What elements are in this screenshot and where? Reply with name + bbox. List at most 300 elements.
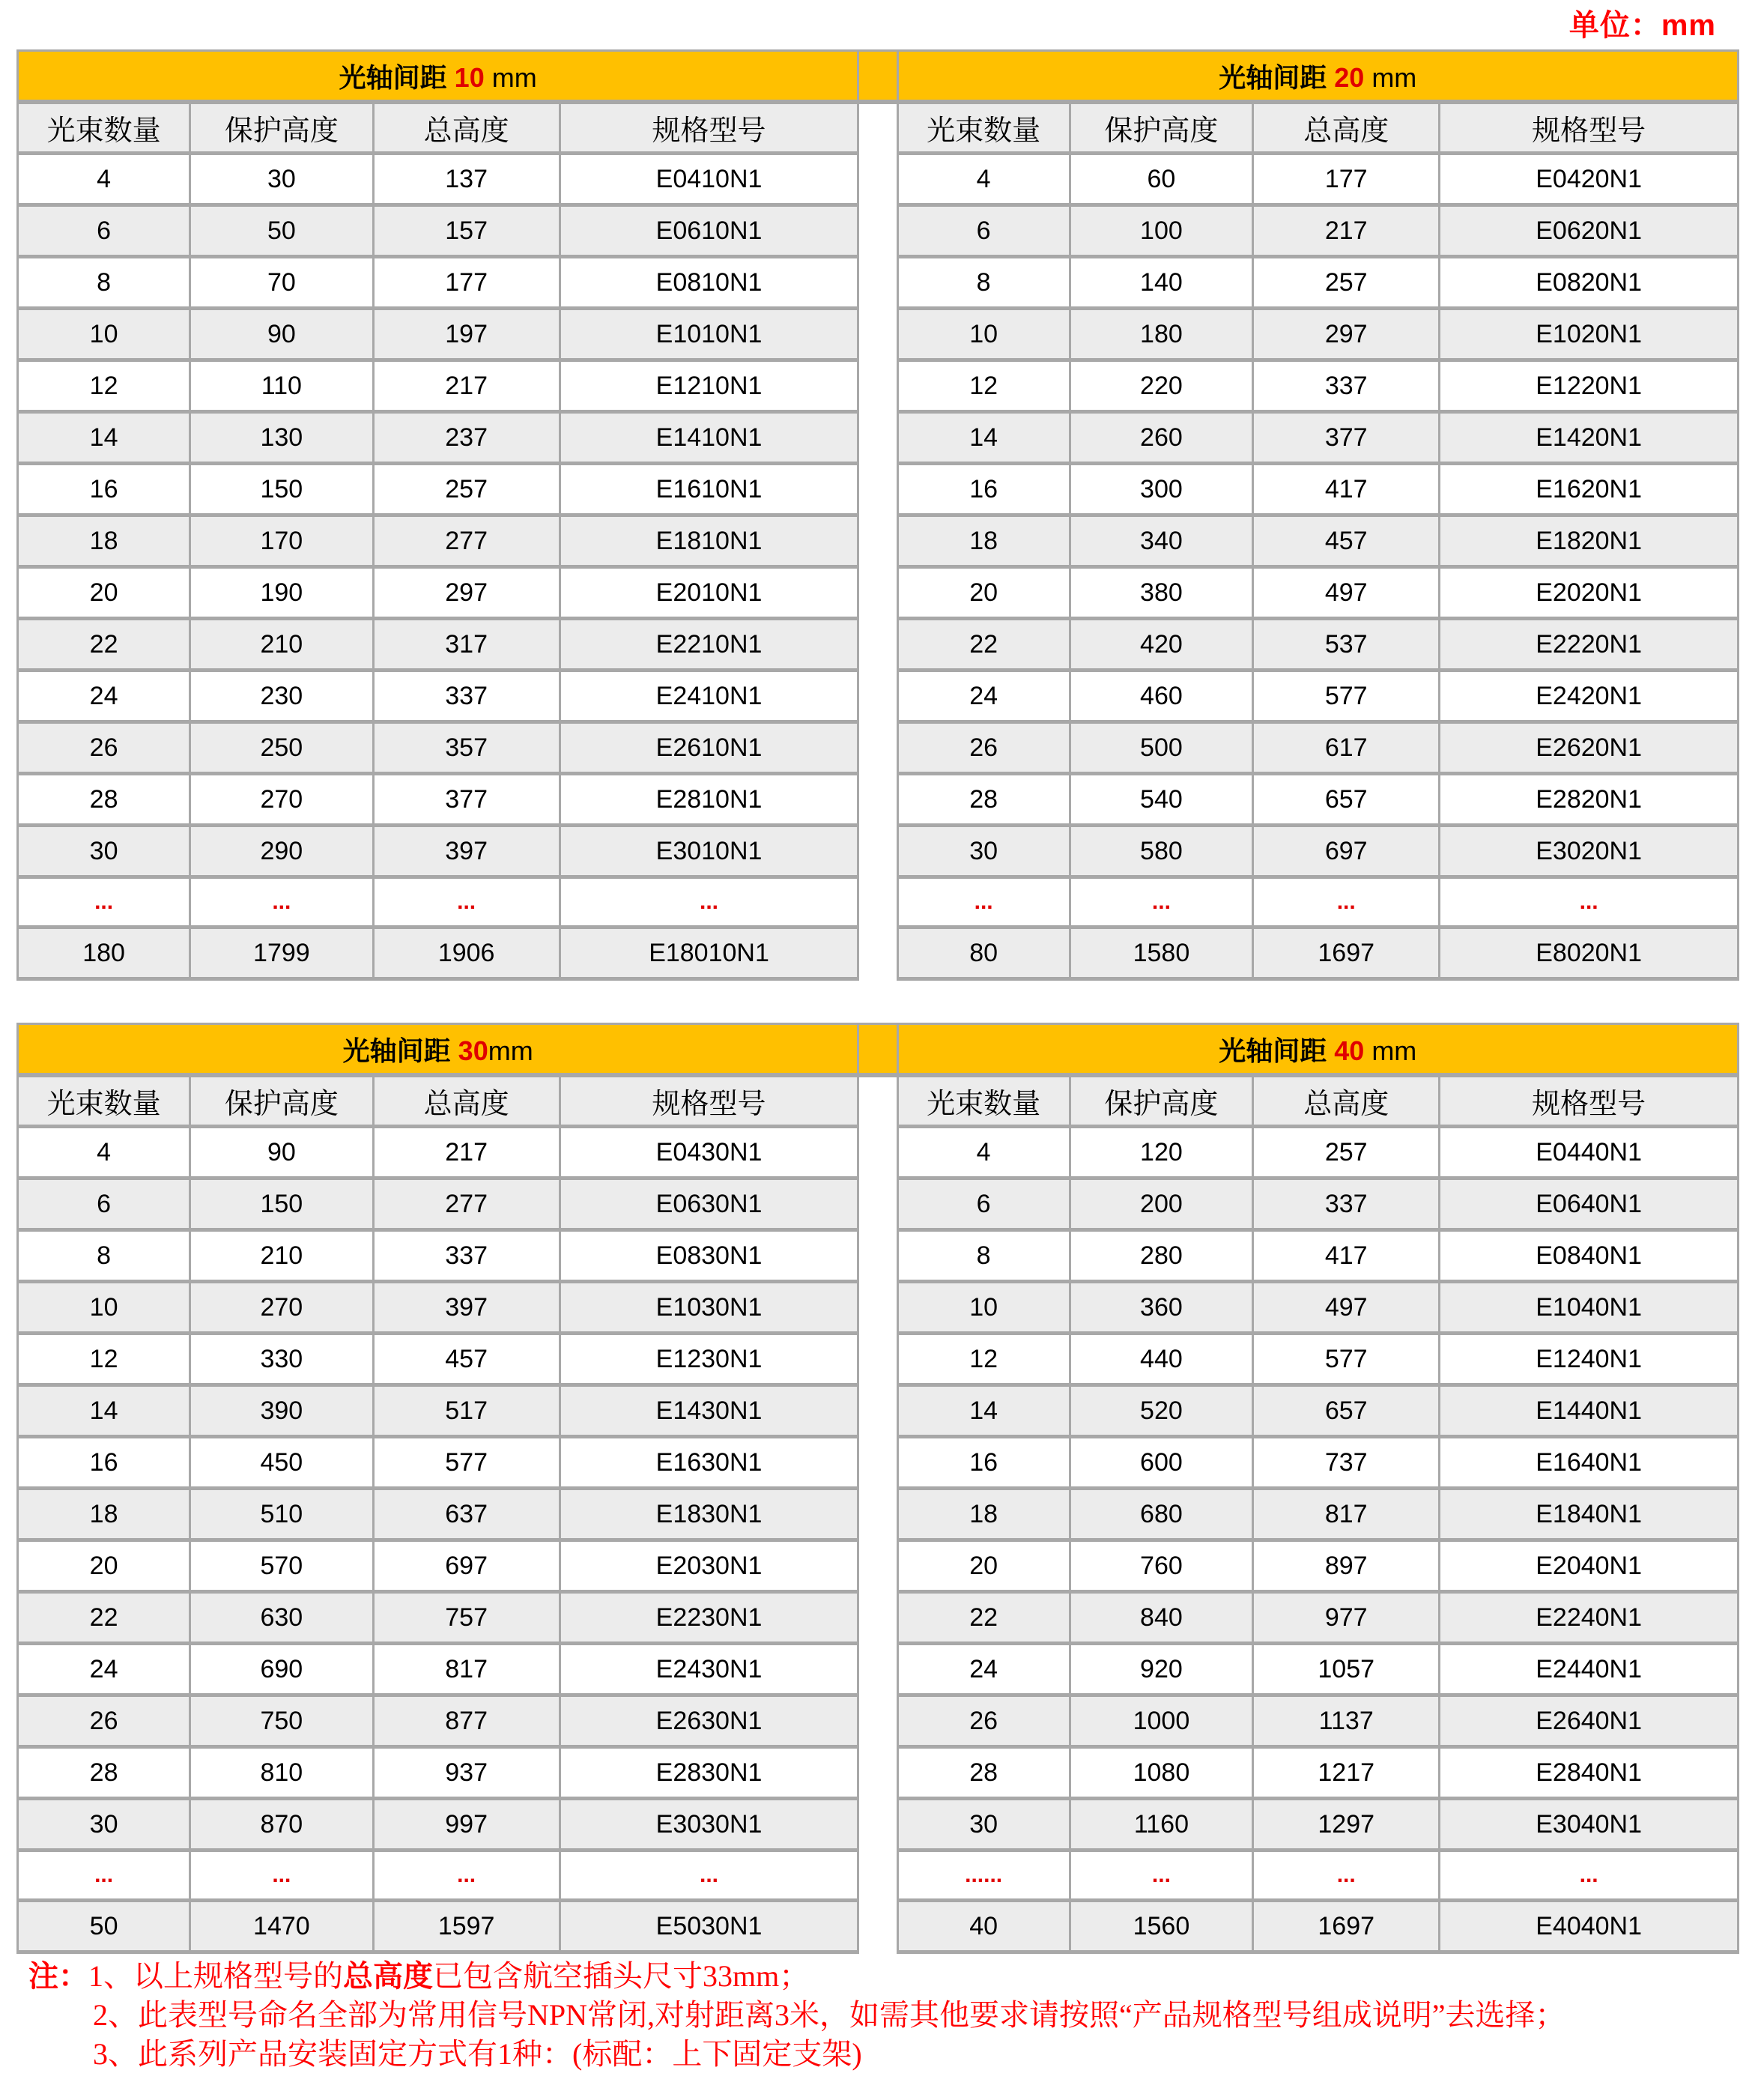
- table-cell: E18010N1: [560, 928, 858, 979]
- table-cell: 28: [897, 774, 1070, 826]
- ellipsis-cell: ...: [1440, 877, 1739, 928]
- table-cell: 377: [373, 774, 560, 826]
- table-cell: 397: [373, 1282, 560, 1334]
- table-row: [18, 515, 1739, 567]
- table-cell: 12: [897, 360, 1070, 412]
- title-spacing-value: 30: [450, 1035, 488, 1066]
- notes-prefix: 注：: [28, 1959, 88, 1993]
- table-cell: 440: [1070, 1334, 1252, 1385]
- table-cell: 24: [18, 671, 190, 722]
- gap-cell: [858, 1851, 897, 1901]
- table-cell: 16: [897, 1437, 1070, 1489]
- table-cell: 12: [18, 1334, 190, 1385]
- table-cell: 130: [190, 412, 373, 464]
- table-cell: 1217: [1253, 1747, 1440, 1799]
- table-cell: 1057: [1253, 1644, 1440, 1695]
- table-cell: E0630N1: [560, 1178, 858, 1230]
- table-cell: 380: [1070, 567, 1252, 619]
- column-header: 总高度: [1253, 102, 1440, 154]
- table-cell: 90: [190, 309, 373, 360]
- table-cell: 26: [897, 722, 1070, 774]
- ellipsis-row: [18, 1851, 1739, 1901]
- table-cell: E0820N1: [1440, 257, 1739, 309]
- table-row: [18, 1282, 1739, 1334]
- table-cell: 170: [190, 515, 373, 567]
- column-header: 规格型号: [560, 1075, 858, 1127]
- table-cell: 540: [1070, 774, 1252, 826]
- gap-cell: [858, 102, 897, 154]
- table-cell: 250: [190, 722, 373, 774]
- table-cell: 14: [18, 1385, 190, 1437]
- table-cell: 1470: [190, 1901, 373, 1952]
- table-cell: 397: [373, 826, 560, 877]
- table-cell: 877: [373, 1695, 560, 1747]
- table-row-last: [18, 928, 1739, 979]
- table-cell: 817: [373, 1644, 560, 1695]
- table-cell: 4: [18, 154, 190, 205]
- table-cell: 337: [1253, 360, 1440, 412]
- table-cell: 580: [1070, 826, 1252, 877]
- gap-cell: [858, 309, 897, 360]
- table-title-row: [18, 51, 1739, 103]
- table-cell: 577: [1253, 671, 1440, 722]
- table-cell: 1697: [1253, 1901, 1440, 1952]
- table-cell: 497: [1253, 567, 1440, 619]
- table-cell: 50: [18, 1901, 190, 1952]
- table-cell: E3040N1: [1440, 1799, 1739, 1851]
- table-cell: E1820N1: [1440, 515, 1739, 567]
- table-cell: 1597: [373, 1901, 560, 1952]
- table-cell: E2810N1: [560, 774, 858, 826]
- ellipsis-cell: ...: [18, 1851, 190, 1901]
- gap-cell: [858, 257, 897, 309]
- table-cell: E1010N1: [560, 309, 858, 360]
- table-cell: 277: [373, 515, 560, 567]
- table-cell: E0810N1: [560, 257, 858, 309]
- gap-cell: [858, 567, 897, 619]
- table-row: [18, 619, 1739, 671]
- table-cell: 8: [18, 257, 190, 309]
- table-cell: 24: [18, 1644, 190, 1695]
- table-cell: 6: [18, 205, 190, 257]
- table-cell: E2820N1: [1440, 774, 1739, 826]
- table-cell: 157: [373, 205, 560, 257]
- table-cell: 317: [373, 619, 560, 671]
- table-row: [18, 567, 1739, 619]
- table-cell: 297: [373, 567, 560, 619]
- gap-cell: [858, 774, 897, 826]
- table-cell: 260: [1070, 412, 1252, 464]
- table-title: [18, 51, 858, 103]
- table-cell: 22: [18, 1592, 190, 1644]
- table-cell: E0610N1: [560, 205, 858, 257]
- table-cell: 190: [190, 567, 373, 619]
- gap-cell: [858, 928, 897, 979]
- table-cell: E3010N1: [560, 826, 858, 877]
- table-cell: E0430N1: [560, 1127, 858, 1178]
- table-cell: 810: [190, 1747, 373, 1799]
- table-cell: 1697: [1253, 928, 1440, 979]
- table-row: [18, 257, 1739, 309]
- table-cell: E1210N1: [560, 360, 858, 412]
- table-cell: 150: [190, 1178, 373, 1230]
- table-cell: 1560: [1070, 1901, 1252, 1952]
- table-cell: E1410N1: [560, 412, 858, 464]
- table-cell: 10: [897, 309, 1070, 360]
- table-cell: 657: [1253, 774, 1440, 826]
- table-cell: 760: [1070, 1540, 1252, 1592]
- table-cell: E1220N1: [1440, 360, 1739, 412]
- table-cell: E2240N1: [1440, 1592, 1739, 1644]
- table-cell: 26: [897, 1695, 1070, 1747]
- table-cell: E0620N1: [1440, 205, 1739, 257]
- table-cell: 297: [1253, 309, 1440, 360]
- table-cell: 177: [1253, 154, 1440, 205]
- table-cell: 337: [373, 671, 560, 722]
- table-cell: 230: [190, 671, 373, 722]
- table-cell: 537: [1253, 619, 1440, 671]
- spec-table-block-bottom: [16, 1023, 1739, 1954]
- table-cell: 16: [18, 464, 190, 515]
- table-cell: E1830N1: [560, 1489, 858, 1540]
- gap-cell: [858, 722, 897, 774]
- table-cell: 30: [190, 154, 373, 205]
- title-spacing-value: 20: [1327, 61, 1365, 93]
- ellipsis-cell: ...: [560, 877, 858, 928]
- column-header: 规格型号: [560, 102, 858, 154]
- table-title: [18, 1024, 858, 1076]
- title-unit: mm: [1364, 1035, 1417, 1066]
- column-header: 规格型号: [1440, 1075, 1739, 1127]
- table-title: [897, 1024, 1738, 1076]
- table-cell: 217: [1253, 205, 1440, 257]
- gap-cell: [858, 671, 897, 722]
- gap-cell: [858, 1799, 897, 1851]
- table-cell: E8020N1: [1440, 928, 1739, 979]
- table-row: [18, 412, 1739, 464]
- table-cell: 28: [18, 1747, 190, 1799]
- gap-cell: [858, 1282, 897, 1334]
- table-cell: 617: [1253, 722, 1440, 774]
- table-cell: 4: [897, 1127, 1070, 1178]
- table-cell: E2830N1: [560, 1747, 858, 1799]
- title-prefix: 光轴间距: [1219, 1035, 1327, 1066]
- table-cell: 8: [897, 1230, 1070, 1282]
- table-cell: 180: [1070, 309, 1252, 360]
- table-cell: E1610N1: [560, 464, 858, 515]
- table-cell: 510: [190, 1489, 373, 1540]
- table-cell: 277: [373, 1178, 560, 1230]
- table-row: [18, 1437, 1739, 1489]
- table-cell: 577: [1253, 1334, 1440, 1385]
- table-cell: E2420N1: [1440, 671, 1739, 722]
- table-cell: E0840N1: [1440, 1230, 1739, 1282]
- gap-cell: [858, 464, 897, 515]
- table-cell: E1640N1: [1440, 1437, 1739, 1489]
- table-cell: E2230N1: [560, 1592, 858, 1644]
- column-header: 总高度: [373, 1075, 560, 1127]
- table-cell: 690: [190, 1644, 373, 1695]
- table-cell: 30: [18, 826, 190, 877]
- table-cell: E2020N1: [1440, 567, 1739, 619]
- table-cell: 517: [373, 1385, 560, 1437]
- table-cell: E1620N1: [1440, 464, 1739, 515]
- table-cell: 577: [373, 1437, 560, 1489]
- column-header: 光束数量: [897, 1075, 1070, 1127]
- table-cell: 417: [1253, 1230, 1440, 1282]
- table-cell: 457: [373, 1334, 560, 1385]
- table-cell: 1080: [1070, 1747, 1252, 1799]
- title-prefix: 光轴间距: [1219, 61, 1327, 93]
- note-1-text-a: 1、以上规格型号的: [88, 1959, 343, 1993]
- table-row: [18, 464, 1739, 515]
- table-cell: 817: [1253, 1489, 1440, 1540]
- table-cell: 50: [190, 205, 373, 257]
- gap-cell: [858, 154, 897, 205]
- table-cell: 750: [190, 1695, 373, 1747]
- table-cell: 20: [897, 1540, 1070, 1592]
- table-cell: 197: [373, 309, 560, 360]
- table-cell: 24: [897, 1644, 1070, 1695]
- table-cell: E0420N1: [1440, 154, 1739, 205]
- table-cell: E2030N1: [560, 1540, 858, 1592]
- gap-cell: [858, 412, 897, 464]
- table-cell: 18: [897, 1489, 1070, 1540]
- table-cell: E1240N1: [1440, 1334, 1739, 1385]
- table-cell: 16: [897, 464, 1070, 515]
- table-cell: E2220N1: [1440, 619, 1739, 671]
- table-row-last: [18, 1901, 1739, 1952]
- table-cell: 16: [18, 1437, 190, 1489]
- table-cell: 220: [1070, 360, 1252, 412]
- ellipsis-cell: ...: [1070, 877, 1252, 928]
- column-header-row: [18, 1075, 1739, 1127]
- column-header: 保护高度: [1070, 102, 1252, 154]
- table-cell: 337: [373, 1230, 560, 1282]
- table-cell: 977: [1253, 1592, 1440, 1644]
- gap-cell: [858, 1489, 897, 1540]
- table-cell: 1137: [1253, 1695, 1440, 1747]
- gap-cell: [858, 1437, 897, 1489]
- table-cell: 10: [18, 1282, 190, 1334]
- table-cell: 24: [897, 671, 1070, 722]
- table-cell: 180: [18, 928, 190, 979]
- title-spacing-value: 10: [446, 61, 485, 93]
- table-row: [18, 1592, 1739, 1644]
- table-cell: 120: [1070, 1127, 1252, 1178]
- table-cell: E0640N1: [1440, 1178, 1739, 1230]
- ellipsis-cell: ...: [560, 1851, 858, 1901]
- table-cell: E2840N1: [1440, 1747, 1739, 1799]
- table-cell: E2640N1: [1440, 1695, 1739, 1747]
- table-cell: 1297: [1253, 1799, 1440, 1851]
- gap-cell: [858, 1901, 897, 1952]
- table-cell: 137: [373, 154, 560, 205]
- table-cell: 20: [18, 1540, 190, 1592]
- gap-cell: [858, 1644, 897, 1695]
- table-cell: 270: [190, 1282, 373, 1334]
- table-cell: 10: [18, 309, 190, 360]
- table-cell: 737: [1253, 1437, 1440, 1489]
- table-cell: 12: [18, 360, 190, 412]
- table-cell: 657: [1253, 1385, 1440, 1437]
- table-cell: 4: [897, 154, 1070, 205]
- table-cell: 6: [897, 205, 1070, 257]
- gap-cell: [858, 619, 897, 671]
- table-cell: 26: [18, 722, 190, 774]
- table-cell: 460: [1070, 671, 1252, 722]
- table-row: [18, 1178, 1739, 1230]
- table-cell: 600: [1070, 1437, 1252, 1489]
- table-cell: 26: [18, 1695, 190, 1747]
- table-cell: E0440N1: [1440, 1127, 1739, 1178]
- table-cell: 12: [897, 1334, 1070, 1385]
- table-cell: 140: [1070, 257, 1252, 309]
- table-row: [18, 309, 1739, 360]
- ellipsis-cell: ...: [373, 877, 560, 928]
- column-header: 规格型号: [1440, 102, 1739, 154]
- notes: [28, 1957, 1744, 2074]
- table-cell: 60: [1070, 154, 1252, 205]
- table-cell: 757: [373, 1592, 560, 1644]
- table-cell: 20: [897, 567, 1070, 619]
- gap-cell: [858, 1747, 897, 1799]
- table-cell: 637: [373, 1489, 560, 1540]
- table-cell: E1840N1: [1440, 1489, 1739, 1540]
- table-row: [18, 1127, 1739, 1178]
- table-row: [18, 774, 1739, 826]
- ellipsis-cell: ...: [897, 877, 1070, 928]
- table-cell: 500: [1070, 722, 1252, 774]
- gap-cell: [858, 205, 897, 257]
- table-cell: E2610N1: [560, 722, 858, 774]
- table-row: [18, 1540, 1739, 1592]
- table-cell: 28: [897, 1747, 1070, 1799]
- table-row: [18, 671, 1739, 722]
- table-cell: E3020N1: [1440, 826, 1739, 877]
- table-cell: 30: [897, 1799, 1070, 1851]
- ellipsis-cell: ......: [897, 1851, 1070, 1901]
- table-cell: 1160: [1070, 1799, 1252, 1851]
- table-cell: 20: [18, 567, 190, 619]
- table-cell: 937: [373, 1747, 560, 1799]
- column-header: 光束数量: [897, 102, 1070, 154]
- table-cell: E1430N1: [560, 1385, 858, 1437]
- title-unit: mm: [484, 61, 537, 93]
- table-cell: 14: [897, 412, 1070, 464]
- table-cell: 30: [897, 826, 1070, 877]
- gap-cell: [858, 1127, 897, 1178]
- gap-cell: [858, 1385, 897, 1437]
- table-cell: E2040N1: [1440, 1540, 1739, 1592]
- table-row: [18, 1747, 1739, 1799]
- table-cell: 217: [373, 360, 560, 412]
- table-cell: 30: [18, 1799, 190, 1851]
- table-cell: E1810N1: [560, 515, 858, 567]
- table-cell: E2010N1: [560, 567, 858, 619]
- title-prefix: 光轴间距: [339, 61, 447, 93]
- table-cell: 210: [190, 1230, 373, 1282]
- table-cell: 280: [1070, 1230, 1252, 1282]
- table-row: [18, 1644, 1739, 1695]
- table-cell: 300: [1070, 464, 1252, 515]
- table-cell: 210: [190, 619, 373, 671]
- gap-cell: [858, 1334, 897, 1385]
- table-cell: 22: [897, 1592, 1070, 1644]
- table-cell: 237: [373, 412, 560, 464]
- table-cell: E1630N1: [560, 1437, 858, 1489]
- table-cell: 680: [1070, 1489, 1252, 1540]
- table-cell: 390: [190, 1385, 373, 1437]
- note-1-emphasis: 总高度: [343, 1960, 433, 1993]
- table-row: [18, 1334, 1739, 1385]
- column-header: 保护高度: [1070, 1075, 1252, 1127]
- column-header: 保护高度: [190, 102, 373, 154]
- table-cell: 40: [897, 1901, 1070, 1952]
- table-cell: 22: [897, 619, 1070, 671]
- table-cell: 920: [1070, 1644, 1252, 1695]
- table-cell: 6: [18, 1178, 190, 1230]
- table-cell: E2630N1: [560, 1695, 858, 1747]
- table-cell: 6: [897, 1178, 1070, 1230]
- table-row: [18, 1385, 1739, 1437]
- column-header: 光束数量: [18, 102, 190, 154]
- table-cell: 450: [190, 1437, 373, 1489]
- table-row: [18, 1695, 1739, 1747]
- note-2: 2、此表型号命名全部为常用信号NPN常闭,对射距离3米，如需其他要求请按照“产品规格型号组成说明”去选择；: [93, 1998, 1565, 2032]
- table-cell: 570: [190, 1540, 373, 1592]
- table-cell: E1030N1: [560, 1282, 858, 1334]
- gap-cell: [858, 1230, 897, 1282]
- table-row: [18, 722, 1739, 774]
- table-cell: 4: [18, 1127, 190, 1178]
- table-cell: 870: [190, 1799, 373, 1851]
- table-cell: 897: [1253, 1540, 1440, 1592]
- table-cell: 70: [190, 257, 373, 309]
- note-1: [28, 1957, 1744, 1996]
- gap-cell: [858, 51, 897, 103]
- table-cell: 18: [18, 1489, 190, 1540]
- table-cell: 177: [373, 257, 560, 309]
- gap-cell: [858, 826, 897, 877]
- spec-table-pair: [16, 1023, 1739, 1954]
- table-cell: 420: [1070, 619, 1252, 671]
- table-cell: E1230N1: [560, 1334, 858, 1385]
- table-cell: 337: [1253, 1178, 1440, 1230]
- ellipsis-cell: ...: [18, 877, 190, 928]
- table-cell: 14: [897, 1385, 1070, 1437]
- table-cell: 22: [18, 619, 190, 671]
- table-row: [18, 1799, 1739, 1851]
- table-row: [18, 1230, 1739, 1282]
- table-cell: 330: [190, 1334, 373, 1385]
- gap-cell: [858, 360, 897, 412]
- table-cell: 340: [1070, 515, 1252, 567]
- column-header: 光束数量: [18, 1075, 190, 1127]
- table-cell: 360: [1070, 1282, 1252, 1334]
- column-header: 总高度: [1253, 1075, 1440, 1127]
- table-cell: E0830N1: [560, 1230, 858, 1282]
- table-cell: 217: [373, 1127, 560, 1178]
- table-cell: E1040N1: [1440, 1282, 1739, 1334]
- table-cell: 257: [1253, 257, 1440, 309]
- table-cell: 18: [18, 515, 190, 567]
- column-header-row: [18, 102, 1739, 154]
- ellipsis-row: [18, 877, 1739, 928]
- table-cell: 697: [373, 1540, 560, 1592]
- ellipsis-cell: ...: [1070, 1851, 1252, 1901]
- table-cell: 497: [1253, 1282, 1440, 1334]
